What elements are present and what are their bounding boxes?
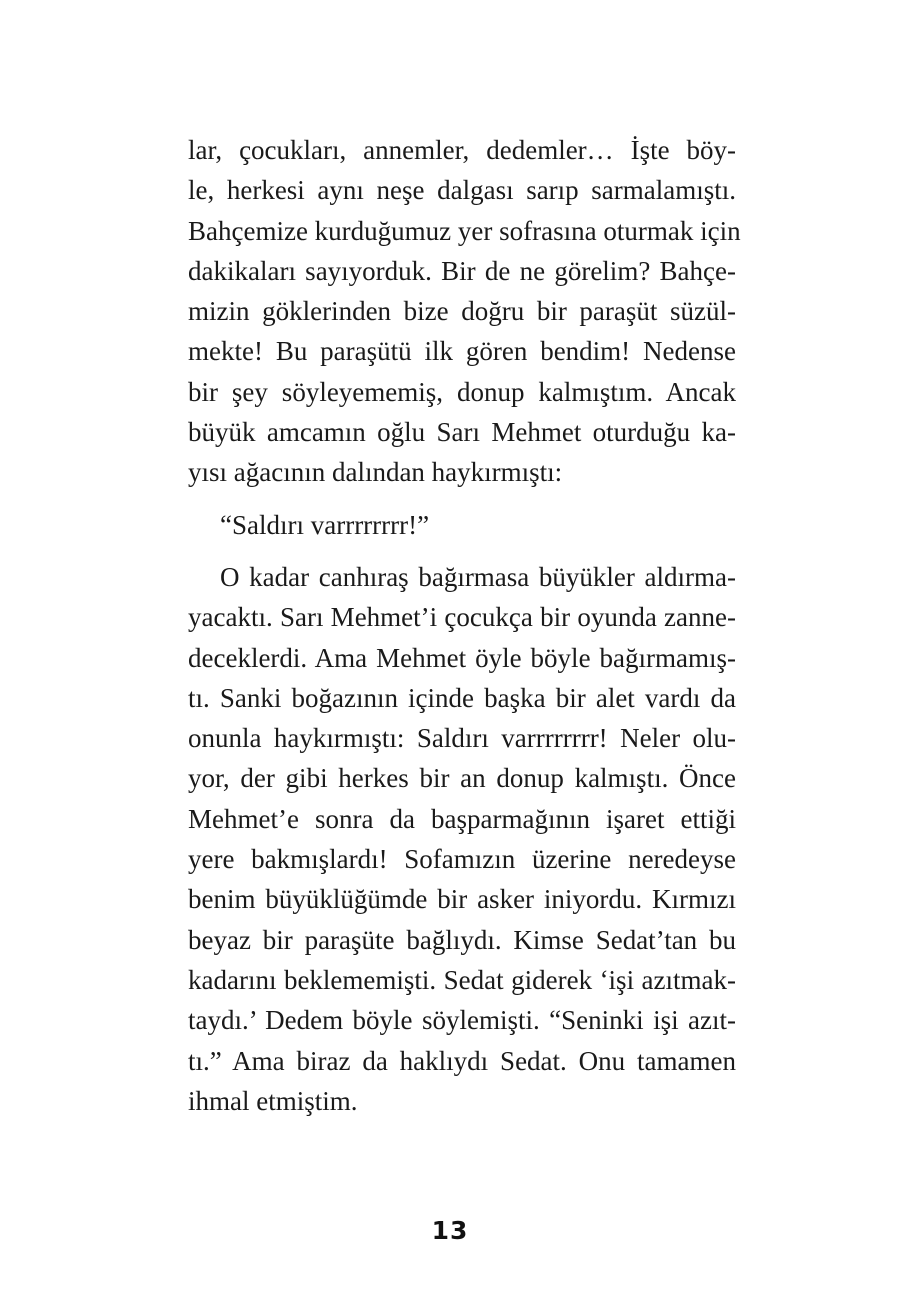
page-number: 13	[431, 1216, 469, 1245]
text-line: le, herkesi aynı neşe dalgası sarıp sarmalamıştı.	[188, 175, 736, 206]
paragraph-spacer	[188, 545, 736, 557]
text-line: dakikaları sayıyorduk. Bir de ne görelim? Bahçe-	[188, 255, 736, 286]
paragraph-spacer	[188, 493, 736, 505]
text-line: kadarını beklememişti. Sedat giderek ‘işi azıtmak-	[188, 964, 736, 995]
paragraph-1	[188, 130, 741, 493]
text-line: tı.” Ama biraz da haklıydı Sedat. Onu tamamen	[188, 1045, 736, 1076]
text-line: yere bakmışlardı! Sofamızın üzerine neredeyse	[188, 844, 736, 875]
body-text	[188, 130, 741, 1121]
text-line: deceklerdi. Ama Mehmet öyle böyle bağırmamış-	[188, 642, 736, 673]
text-line: mekte! Bu paraşütü ilk gören bendim! Nedense	[188, 336, 736, 367]
text-line: O kadar canhıraş bağırmasa büyükler aldırma-	[220, 561, 736, 592]
text-line: Bahçemize kurduğumuz yer sofrasına oturmak için	[188, 215, 741, 246]
text-line: lar, çocukları, annemler, dedemler… İşte böy-	[188, 135, 736, 165]
paragraph-2	[188, 505, 736, 545]
text-line: taydı.’ Dedem böyle söylemişti. “Seninki işi azıt-	[188, 1005, 736, 1036]
text-line: benim büyüklüğümde bir asker iniyordu. Kırmızı	[188, 884, 736, 915]
text-line: yacaktı. Sarı Mehmet’i çocukça bir oyunda zanne-	[188, 602, 736, 633]
text-line: yısı ağacının dalından haykırmıştı:	[188, 457, 563, 488]
text-line: mizin göklerinden bize doğru bir paraşüt süzül-	[188, 296, 736, 327]
text-line: bir şey söyleyememiş, donup kalmıştım. Ancak	[188, 376, 736, 407]
text-line: Mehmet’e sonra da başparmağının işaret ettiği	[188, 803, 736, 834]
text-line: beyaz bir paraşüte bağlıydı. Kimse Sedat’tan bu	[188, 924, 736, 955]
paragraph-3	[188, 557, 736, 1121]
text-line: onunla haykırmıştı: Saldırı varrrrrrrr! Neler olu-	[188, 723, 736, 754]
dialogue-line: “Saldırı varrrrrrrr!”	[220, 509, 430, 540]
text-line: büyük amcamın oğlu Sarı Mehmet oturduğu ka-	[188, 417, 736, 448]
text-line: ihmal etmiştim.	[188, 1085, 358, 1116]
text-line: tı. Sanki boğazının içinde başka bir alet vardı da	[188, 682, 736, 713]
text-line: yor, der gibi herkes bir an donup kalmıştı. Önce	[188, 763, 736, 794]
